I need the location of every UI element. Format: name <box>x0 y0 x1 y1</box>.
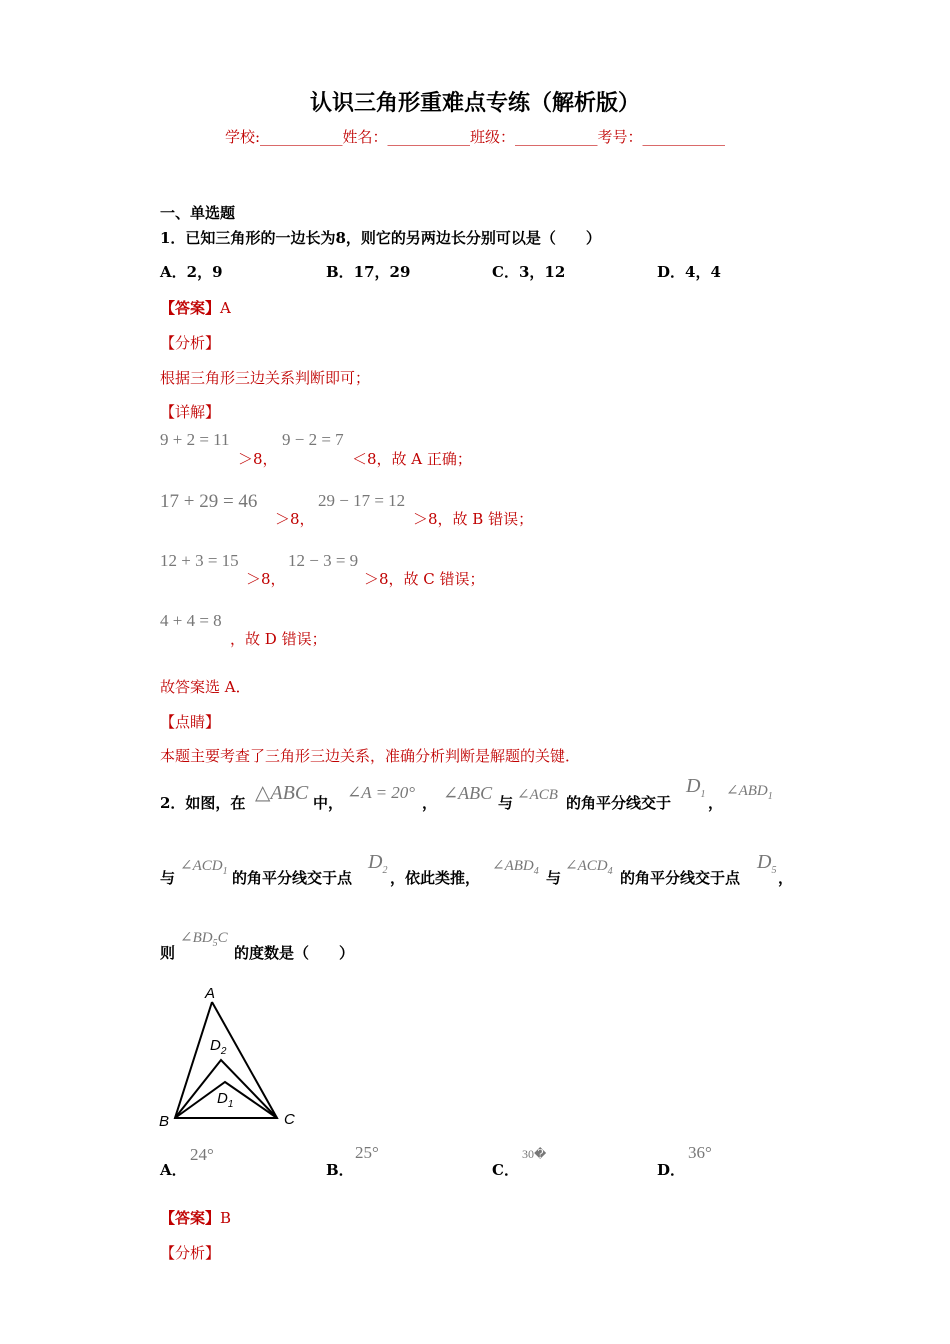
label-a: A <box>205 985 216 1002</box>
q2-math-abd4 <box>492 856 539 877</box>
math-letter: D <box>686 775 701 797</box>
math-subscript: 1 <box>700 789 706 800</box>
q2-math-d5 <box>757 851 776 876</box>
q2-prefix: 2．如图，在 <box>160 794 246 812</box>
q1-option-a: A．2，9 <box>160 263 223 281</box>
q2-math-acd1 <box>180 856 228 877</box>
label-d2 <box>210 1037 227 1057</box>
math-letter: ∠ACD <box>565 858 608 874</box>
q2-math-angle-a: ∠A = 20° <box>347 783 416 802</box>
q1-option-c: C．3，12 <box>492 263 566 281</box>
detail-result: ＞8，故 C 错误； <box>364 570 485 588</box>
q2-text: 与 <box>546 869 562 887</box>
student-info-line: 学校:___________姓名：___________班级：___________考号：___________ <box>224 128 726 146</box>
math-subscript: 4 <box>533 866 539 877</box>
q2-answer <box>160 1207 231 1228</box>
math-subscript: 4 <box>607 866 613 877</box>
q1-analysis-text: 根据三角形三边关系判断即可； <box>160 369 371 387</box>
math-subscript: 5 <box>771 865 777 876</box>
label-c: C <box>284 1111 295 1128</box>
q2-text: ， <box>708 794 724 812</box>
math-subscript: 5 <box>212 938 218 949</box>
q2-text: ， <box>422 794 438 812</box>
q2-text: 的度数是（ ） <box>234 944 355 962</box>
q2-text: 的角平分线交于点 <box>232 869 353 887</box>
detail-eq: 29 − 17 = 12 <box>318 491 406 510</box>
q2-math-triangle: △ABC <box>255 782 309 804</box>
q2-option-c-label: C． <box>492 1161 519 1179</box>
q1-note-label: 【点睛】 <box>160 713 221 731</box>
q2-option-a-value: 24° <box>190 1145 214 1164</box>
q1-conclusion: 故答案选 A． <box>160 678 251 696</box>
q2-option-d-value: 36° <box>688 1143 712 1162</box>
math-letter: C <box>217 930 228 946</box>
q2-text: 则 <box>160 944 176 962</box>
answer-value: A <box>220 299 231 317</box>
detail-result: ＞8，故 B 错误； <box>413 510 534 528</box>
page-title: 认识三角形重难点专练（解析版） <box>309 90 640 116</box>
detail-result: ＞8， <box>238 450 278 468</box>
q2-option-d-label: D． <box>657 1161 686 1179</box>
q2-option-b-value: 25° <box>355 1143 379 1162</box>
math-subscript: 1 <box>767 791 773 802</box>
answer-label: 【答案】 <box>160 1209 221 1227</box>
math-letter: D <box>368 851 383 873</box>
math-letter: ∠ABD <box>492 858 534 874</box>
q1-option-b: B．17，29 <box>326 263 411 281</box>
q1-option-d: D．4，4 <box>657 263 721 281</box>
section-heading: 一、单选题 <box>160 204 236 222</box>
q2-option-a-label: A． <box>160 1161 187 1179</box>
q2-math-angle-abc: ∠ABC <box>443 783 493 803</box>
label-d1 <box>217 1090 233 1110</box>
q2-math-angle-acb: ∠ACB <box>517 787 558 803</box>
q2-option-c-value: 30� <box>522 1147 547 1161</box>
detail-result: ＜8，故 A 正确； <box>352 450 472 468</box>
math-letter: ∠BD <box>180 930 213 946</box>
label-letter: D <box>217 1090 228 1107</box>
q1-note-text: 本题主要考查了三角形三边关系，准确分析判断是解题的关键． <box>160 747 581 765</box>
math-subscript: 2 <box>382 865 388 876</box>
detail-result: ＞8， <box>246 570 286 588</box>
q1-analysis-label: 【分析】 <box>160 334 221 352</box>
answer-value: B <box>220 1209 232 1227</box>
q2-math-d2 <box>368 851 387 876</box>
math-letter: ∠ACD <box>180 858 223 874</box>
q2-text: 的角平分线交于点 <box>620 869 741 887</box>
detail-eq: 9 + 2 = 11 <box>160 430 230 449</box>
q2-text: ，依此类推， <box>390 869 481 887</box>
q2-text: 与 <box>498 794 514 812</box>
math-subscript: 1 <box>222 866 228 877</box>
math-letter: D <box>757 851 772 873</box>
q2-text: 与 <box>160 869 176 887</box>
q1-stem: 1．已知三角形的一边长为8，则它的另两边长分别可以是（ ） <box>160 229 601 247</box>
q2-text: 的角平分线交于 <box>566 794 672 812</box>
detail-eq: 4 + 4 = 8 <box>160 611 222 630</box>
detail-eq: 17 + 29 = 46 <box>160 491 258 512</box>
detail-eq: 12 − 3 = 9 <box>288 551 359 570</box>
label-b: B <box>159 1113 170 1130</box>
math-letter: ∠ABD <box>726 783 768 799</box>
label-letter: D <box>210 1037 221 1054</box>
q2-analysis-label: 【分析】 <box>160 1244 221 1262</box>
q2-math-d1 <box>686 775 705 800</box>
q2-text: 中， <box>313 794 344 812</box>
q2-text: ， <box>778 869 794 887</box>
label-subscript: 1 <box>227 1099 234 1110</box>
label-subscript: 2 <box>220 1046 227 1057</box>
detail-eq: 12 + 3 = 15 <box>160 551 239 570</box>
q2-option-b-label: B． <box>326 1161 354 1179</box>
q2-math-abd1 <box>726 781 773 802</box>
triangle-figure <box>155 984 305 1132</box>
q2-math-bd5c <box>180 928 228 949</box>
detail-result: ，故 D 错误； <box>230 630 327 648</box>
answer-label: 【答案】 <box>160 299 221 317</box>
q2-math-acd4 <box>565 856 613 877</box>
q1-answer <box>160 297 231 318</box>
detail-eq: 9 − 2 = 7 <box>282 430 344 449</box>
q1-detail-label: 【详解】 <box>160 403 221 421</box>
detail-result: ＞8， <box>275 510 315 528</box>
